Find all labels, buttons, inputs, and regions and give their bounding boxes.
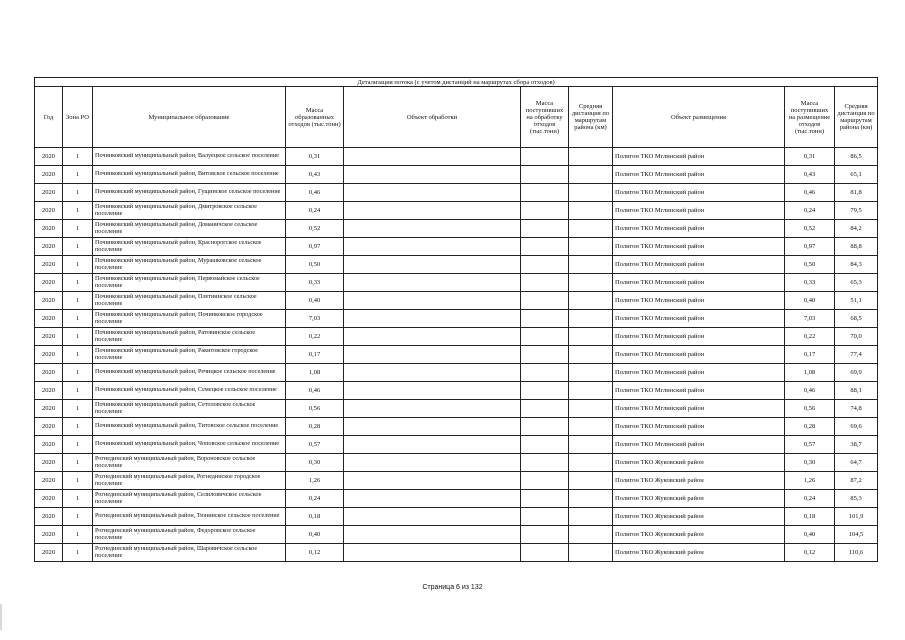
mass-to-placement-cell: 0,40 [785, 526, 835, 544]
mass-generated-cell: 0,30 [286, 454, 344, 472]
processing-object-cell [344, 148, 521, 166]
mass-to-processing-cell [521, 454, 569, 472]
zone-cell: 1 [63, 256, 93, 274]
zone-cell: 1 [63, 328, 93, 346]
avg-distance-processing-cell [569, 364, 613, 382]
mass-generated-cell: 0,40 [286, 526, 344, 544]
header-avg-distance-placement: Средняя дистанция по маршрутам района (км) [835, 87, 878, 148]
mass-to-placement-cell: 7,03 [785, 310, 835, 328]
zone-cell: 1 [63, 346, 93, 364]
mass-to-processing-cell [521, 436, 569, 454]
placement-object-cell: Полигон ТКО Мглинский район [613, 310, 785, 328]
avg-distance-placement-cell: 69,6 [835, 418, 878, 436]
mass-to-placement-cell: 0,17 [785, 346, 835, 364]
year-cell: 2020 [35, 472, 63, 490]
mass-to-processing-cell [521, 292, 569, 310]
table-row [35, 292, 878, 310]
municipality-cell: Починковский муниципальный район, Первомайское сельское поселение [93, 274, 286, 292]
header-row [35, 87, 878, 148]
mass-to-placement-cell: 0,43 [785, 166, 835, 184]
municipality-cell: Починковский муниципальный район, Валуецкое сельское поселение [93, 148, 286, 166]
placement-object-cell: Полигон ТКО Мглинский район [613, 436, 785, 454]
mass-to-processing-cell [521, 328, 569, 346]
mass-to-placement-cell: 0,56 [785, 400, 835, 418]
municipality-cell: Починковский муниципальный район, Речицкое сельское поселение [93, 364, 286, 382]
municipality-cell: Рогнединский муниципальный район, Селиловичское сельское поселение [93, 490, 286, 508]
mass-to-placement-cell: 0,12 [785, 544, 835, 562]
avg-distance-processing-cell [569, 382, 613, 400]
zone-cell: 1 [63, 274, 93, 292]
mass-to-processing-cell [521, 166, 569, 184]
scan-edge-mark [0, 604, 2, 630]
table-row [35, 238, 878, 256]
zone-cell: 1 [63, 202, 93, 220]
placement-object-cell: Полигон ТКО Мглинский район [613, 382, 785, 400]
mass-to-placement-cell: 0,46 [785, 184, 835, 202]
placement-object-cell: Полигон ТКО Мглинский район [613, 238, 785, 256]
mass-to-processing-cell [521, 184, 569, 202]
mass-to-placement-cell: 0,97 [785, 238, 835, 256]
avg-distance-placement-cell: 51,1 [835, 292, 878, 310]
zone-cell: 1 [63, 454, 93, 472]
table-row [35, 202, 878, 220]
mass-to-placement-cell: 0,40 [785, 292, 835, 310]
year-cell: 2020 [35, 418, 63, 436]
processing-object-cell [344, 274, 521, 292]
mass-to-processing-cell [521, 256, 569, 274]
mass-to-placement-cell: 1,08 [785, 364, 835, 382]
year-cell: 2020 [35, 292, 63, 310]
mass-to-placement-cell: 0,31 [785, 148, 835, 166]
processing-object-cell [344, 472, 521, 490]
header-zone: Зона РО [63, 87, 93, 148]
table-row [35, 364, 878, 382]
avg-distance-processing-cell [569, 256, 613, 274]
table-row [35, 418, 878, 436]
table-row [35, 328, 878, 346]
avg-distance-processing-cell [569, 220, 613, 238]
avg-distance-processing-cell [569, 472, 613, 490]
year-cell: 2020 [35, 508, 63, 526]
table-row [35, 544, 878, 562]
caption-row [35, 78, 878, 87]
avg-distance-processing-cell [569, 328, 613, 346]
municipality-cell: Рогнединский муниципальный район, Вороновское сельское поселение [93, 454, 286, 472]
avg-distance-placement-cell: 69,9 [835, 364, 878, 382]
flow-detail-table [34, 77, 878, 562]
table-row [35, 220, 878, 238]
zone-cell: 1 [63, 166, 93, 184]
placement-object-cell: Полигон ТКО Мглинский район [613, 328, 785, 346]
placement-object-cell: Полигон ТКО Мглинский район [613, 346, 785, 364]
mass-generated-cell: 0,52 [286, 220, 344, 238]
zone-cell: 1 [63, 472, 93, 490]
placement-object-cell: Полигон ТКО Мглинский район [613, 292, 785, 310]
mass-to-placement-cell: 0,28 [785, 418, 835, 436]
avg-distance-placement-cell: 65,1 [835, 166, 878, 184]
mass-to-processing-cell [521, 382, 569, 400]
processing-object-cell [344, 220, 521, 238]
zone-cell: 1 [63, 436, 93, 454]
processing-object-cell [344, 364, 521, 382]
mass-to-processing-cell [521, 364, 569, 382]
avg-distance-processing-cell [569, 418, 613, 436]
avg-distance-processing-cell [569, 436, 613, 454]
avg-distance-processing-cell [569, 184, 613, 202]
mass-generated-cell: 0,17 [286, 346, 344, 364]
year-cell: 2020 [35, 238, 63, 256]
avg-distance-placement-cell: 74,8 [835, 400, 878, 418]
year-cell: 2020 [35, 364, 63, 382]
avg-distance-placement-cell: 88,8 [835, 238, 878, 256]
municipality-cell: Починковский муниципальный район, Ратовинское сельское поселение [93, 328, 286, 346]
mass-to-processing-cell [521, 490, 569, 508]
header-avg-distance-processing: Средняя дистанция по маршрутам района (км) [569, 87, 613, 148]
zone-cell: 1 [63, 382, 93, 400]
year-cell: 2020 [35, 166, 63, 184]
processing-object-cell [344, 346, 521, 364]
placement-object-cell: Полигон ТКО Мглинский район [613, 256, 785, 274]
placement-object-cell: Полигон ТКО Жуковский район [613, 472, 785, 490]
zone-cell: 1 [63, 400, 93, 418]
year-cell: 2020 [35, 436, 63, 454]
year-cell: 2020 [35, 202, 63, 220]
header-mass-generated: Масса образованных отходов (тыс.тонн) [286, 87, 344, 148]
year-cell: 2020 [35, 256, 63, 274]
year-cell: 2020 [35, 544, 63, 562]
municipality-cell: Починковский муниципальный район, Доманичское сельское поселение [93, 220, 286, 238]
mass-to-processing-cell [521, 238, 569, 256]
table-body [35, 148, 878, 562]
avg-distance-placement-cell: 77,4 [835, 346, 878, 364]
municipality-cell: Починковский муниципальный район, Ракитовское городское поселение [93, 346, 286, 364]
avg-distance-placement-cell: 104,5 [835, 526, 878, 544]
year-cell: 2020 [35, 274, 63, 292]
avg-distance-processing-cell [569, 148, 613, 166]
year-cell: 2020 [35, 400, 63, 418]
mass-to-placement-cell: 0,30 [785, 454, 835, 472]
zone-cell: 1 [63, 148, 93, 166]
mass-to-processing-cell [521, 346, 569, 364]
processing-object-cell [344, 544, 521, 562]
avg-distance-placement-cell: 87,2 [835, 472, 878, 490]
mass-generated-cell: 0,97 [286, 238, 344, 256]
processing-object-cell [344, 400, 521, 418]
avg-distance-placement-cell: 70,0 [835, 328, 878, 346]
zone-cell: 1 [63, 490, 93, 508]
table-row [35, 148, 878, 166]
mass-to-processing-cell [521, 274, 569, 292]
year-cell: 2020 [35, 526, 63, 544]
mass-to-processing-cell [521, 148, 569, 166]
mass-generated-cell: 0,57 [286, 436, 344, 454]
municipality-cell: Починковский муниципальный район, Дмитровское сельское поселение [93, 202, 286, 220]
zone-cell: 1 [63, 364, 93, 382]
placement-object-cell: Полигон ТКО Мглинский район [613, 418, 785, 436]
mass-to-placement-cell: 0,18 [785, 508, 835, 526]
placement-object-cell: Полигон ТКО Мглинский район [613, 166, 785, 184]
mass-generated-cell: 0,22 [286, 328, 344, 346]
municipality-cell: Починковский муниципальный район, Починковское городское поселение [93, 310, 286, 328]
mass-generated-cell: 0,33 [286, 274, 344, 292]
mass-generated-cell: 1,08 [286, 364, 344, 382]
header-processing-object: Объект обработки [344, 87, 521, 148]
table-row [35, 436, 878, 454]
processing-object-cell [344, 490, 521, 508]
placement-object-cell: Полигон ТКО Жуковский район [613, 454, 785, 472]
zone-cell: 1 [63, 526, 93, 544]
municipality-cell: Починковский муниципальный район, Титовское сельское поселение [93, 418, 286, 436]
header-mass-to-placement: Масса поступивших на размещение отходов (тыс.тонн) [785, 87, 835, 148]
mass-to-placement-cell: 0,57 [785, 436, 835, 454]
table-row [35, 310, 878, 328]
avg-distance-placement-cell: 101,9 [835, 508, 878, 526]
table-row [35, 490, 878, 508]
mass-generated-cell: 1,26 [286, 472, 344, 490]
avg-distance-placement-cell: 86,5 [835, 148, 878, 166]
placement-object-cell: Полигон ТКО Мглинский район [613, 184, 785, 202]
mass-to-processing-cell [521, 508, 569, 526]
zone-cell: 1 [63, 418, 93, 436]
placement-object-cell: Полигон ТКО Жуковский район [613, 490, 785, 508]
municipality-cell: Рогнединский муниципальный район, Шаровичское сельское поселение [93, 544, 286, 562]
mass-to-placement-cell: 0,50 [785, 256, 835, 274]
table-row [35, 508, 878, 526]
avg-distance-processing-cell [569, 274, 613, 292]
mass-to-placement-cell: 0,33 [785, 274, 835, 292]
year-cell: 2020 [35, 184, 63, 202]
mass-generated-cell: 0,28 [286, 418, 344, 436]
avg-distance-processing-cell [569, 400, 613, 418]
mass-to-processing-cell [521, 526, 569, 544]
mass-generated-cell: 0,50 [286, 256, 344, 274]
processing-object-cell [344, 526, 521, 544]
mass-generated-cell: 0,40 [286, 292, 344, 310]
mass-generated-cell: 0,24 [286, 490, 344, 508]
municipality-cell: Рогнединский муниципальный район, Федоровское сельское поселение [93, 526, 286, 544]
avg-distance-processing-cell [569, 508, 613, 526]
table-row [35, 346, 878, 364]
avg-distance-processing-cell [569, 346, 613, 364]
mass-to-processing-cell [521, 400, 569, 418]
placement-object-cell: Полигон ТКО Мглинский район [613, 274, 785, 292]
year-cell: 2020 [35, 382, 63, 400]
table-row [35, 184, 878, 202]
header-municipality: Муниципальное образование [93, 87, 286, 148]
avg-distance-processing-cell [569, 292, 613, 310]
avg-distance-placement-cell: 68,5 [835, 310, 878, 328]
mass-generated-cell: 0,43 [286, 166, 344, 184]
avg-distance-placement-cell: 81,8 [835, 184, 878, 202]
processing-object-cell [344, 508, 521, 526]
processing-object-cell [344, 328, 521, 346]
mass-generated-cell: 0,46 [286, 184, 344, 202]
zone-cell: 1 [63, 238, 93, 256]
avg-distance-processing-cell [569, 238, 613, 256]
header-year: Год [35, 87, 63, 148]
year-cell: 2020 [35, 490, 63, 508]
mass-generated-cell: 0,46 [286, 382, 344, 400]
table-row [35, 400, 878, 418]
table-row [35, 256, 878, 274]
table-row [35, 166, 878, 184]
zone-cell: 1 [63, 184, 93, 202]
table-row [35, 454, 878, 472]
mass-to-placement-cell: 0,46 [785, 382, 835, 400]
municipality-cell: Починковский муниципальный район, Краснорогское сельское поселение [93, 238, 286, 256]
municipality-cell: Починковский муниципальный район, Витовское сельское поселение [93, 166, 286, 184]
avg-distance-processing-cell [569, 166, 613, 184]
table-row [35, 472, 878, 490]
avg-distance-processing-cell [569, 454, 613, 472]
municipality-cell: Рогнединский муниципальный район, Тюнинское сельское поселение [93, 508, 286, 526]
placement-object-cell: Полигон ТКО Мглинский район [613, 400, 785, 418]
municipality-cell: Рогнединский муниципальный район, Рогнединское городское поселение [93, 472, 286, 490]
table-row [35, 382, 878, 400]
municipality-cell: Починковский муниципальный район, Плетнинское сельское поселение [93, 292, 286, 310]
placement-object-cell: Полигон ТКО Мглинский район [613, 220, 785, 238]
table-row [35, 526, 878, 544]
mass-to-placement-cell: 0,52 [785, 220, 835, 238]
avg-distance-placement-cell: 84,3 [835, 256, 878, 274]
zone-cell: 1 [63, 508, 93, 526]
mass-to-processing-cell [521, 220, 569, 238]
mass-to-processing-cell [521, 472, 569, 490]
year-cell: 2020 [35, 454, 63, 472]
mass-to-placement-cell: 0,22 [785, 328, 835, 346]
avg-distance-processing-cell [569, 526, 613, 544]
avg-distance-placement-cell: 65,3 [835, 274, 878, 292]
header-mass-to-processing: Масса поступивших на обработку отходов (тыс.тонн) [521, 87, 569, 148]
mass-generated-cell: 7,03 [286, 310, 344, 328]
mass-generated-cell: 0,24 [286, 202, 344, 220]
avg-distance-processing-cell [569, 490, 613, 508]
page-number: Страница 6 из 132 [422, 584, 483, 591]
processing-object-cell [344, 202, 521, 220]
processing-object-cell [344, 310, 521, 328]
avg-distance-placement-cell: 110,6 [835, 544, 878, 562]
year-cell: 2020 [35, 310, 63, 328]
processing-object-cell [344, 418, 521, 436]
flow-table-container [34, 77, 878, 562]
mass-to-placement-cell: 0,24 [785, 490, 835, 508]
mass-generated-cell: 0,56 [286, 400, 344, 418]
avg-distance-processing-cell [569, 544, 613, 562]
processing-object-cell [344, 256, 521, 274]
avg-distance-placement-cell: 88,1 [835, 382, 878, 400]
mass-generated-cell: 0,12 [286, 544, 344, 562]
zone-cell: 1 [63, 292, 93, 310]
mass-generated-cell: 0,18 [286, 508, 344, 526]
processing-object-cell [344, 166, 521, 184]
placement-object-cell: Полигон ТКО Жуковский район [613, 526, 785, 544]
placement-object-cell: Полигон ТКО Мглинский район [613, 364, 785, 382]
zone-cell: 1 [63, 544, 93, 562]
avg-distance-placement-cell: 85,3 [835, 490, 878, 508]
placement-object-cell: Полигон ТКО Мглинский район [613, 202, 785, 220]
year-cell: 2020 [35, 346, 63, 364]
avg-distance-placement-cell: 38,7 [835, 436, 878, 454]
placement-object-cell: Полигон ТКО Жуковский район [613, 544, 785, 562]
placement-object-cell: Полигон ТКО Жуковский район [613, 508, 785, 526]
mass-to-placement-cell: 1,26 [785, 472, 835, 490]
mass-to-processing-cell [521, 544, 569, 562]
table-caption: Детализация потока (с учетом дистанций на маршрутах сбора отходов) [35, 78, 878, 87]
processing-object-cell [344, 436, 521, 454]
year-cell: 2020 [35, 220, 63, 238]
avg-distance-placement-cell: 79,5 [835, 202, 878, 220]
mass-to-placement-cell: 0,24 [785, 202, 835, 220]
processing-object-cell [344, 454, 521, 472]
table-row [35, 274, 878, 292]
processing-object-cell [344, 382, 521, 400]
year-cell: 2020 [35, 328, 63, 346]
municipality-cell: Починковский муниципальный район, Семецкое сельское поселение [93, 382, 286, 400]
avg-distance-processing-cell [569, 202, 613, 220]
municipality-cell: Починковский муниципальный район, Чоповское сельское поселение [93, 436, 286, 454]
processing-object-cell [344, 184, 521, 202]
mass-to-processing-cell [521, 418, 569, 436]
mass-to-processing-cell [521, 202, 569, 220]
placement-object-cell: Полигон ТКО Мглинский район [613, 148, 785, 166]
municipality-cell: Починковский муниципальный район, Сетоловское сельское поселение [93, 400, 286, 418]
municipality-cell: Починковский муниципальный район, Гущинское сельское поселение [93, 184, 286, 202]
avg-distance-processing-cell [569, 310, 613, 328]
processing-object-cell [344, 238, 521, 256]
mass-to-processing-cell [521, 310, 569, 328]
mass-generated-cell: 0,31 [286, 148, 344, 166]
header-placement-object: Объект размещения [613, 87, 785, 148]
zone-cell: 1 [63, 310, 93, 328]
year-cell: 2020 [35, 148, 63, 166]
avg-distance-placement-cell: 64,7 [835, 454, 878, 472]
avg-distance-placement-cell: 84,2 [835, 220, 878, 238]
processing-object-cell [344, 292, 521, 310]
municipality-cell: Починковский муниципальный район, Мурашковское сельское поселение [93, 256, 286, 274]
zone-cell: 1 [63, 220, 93, 238]
